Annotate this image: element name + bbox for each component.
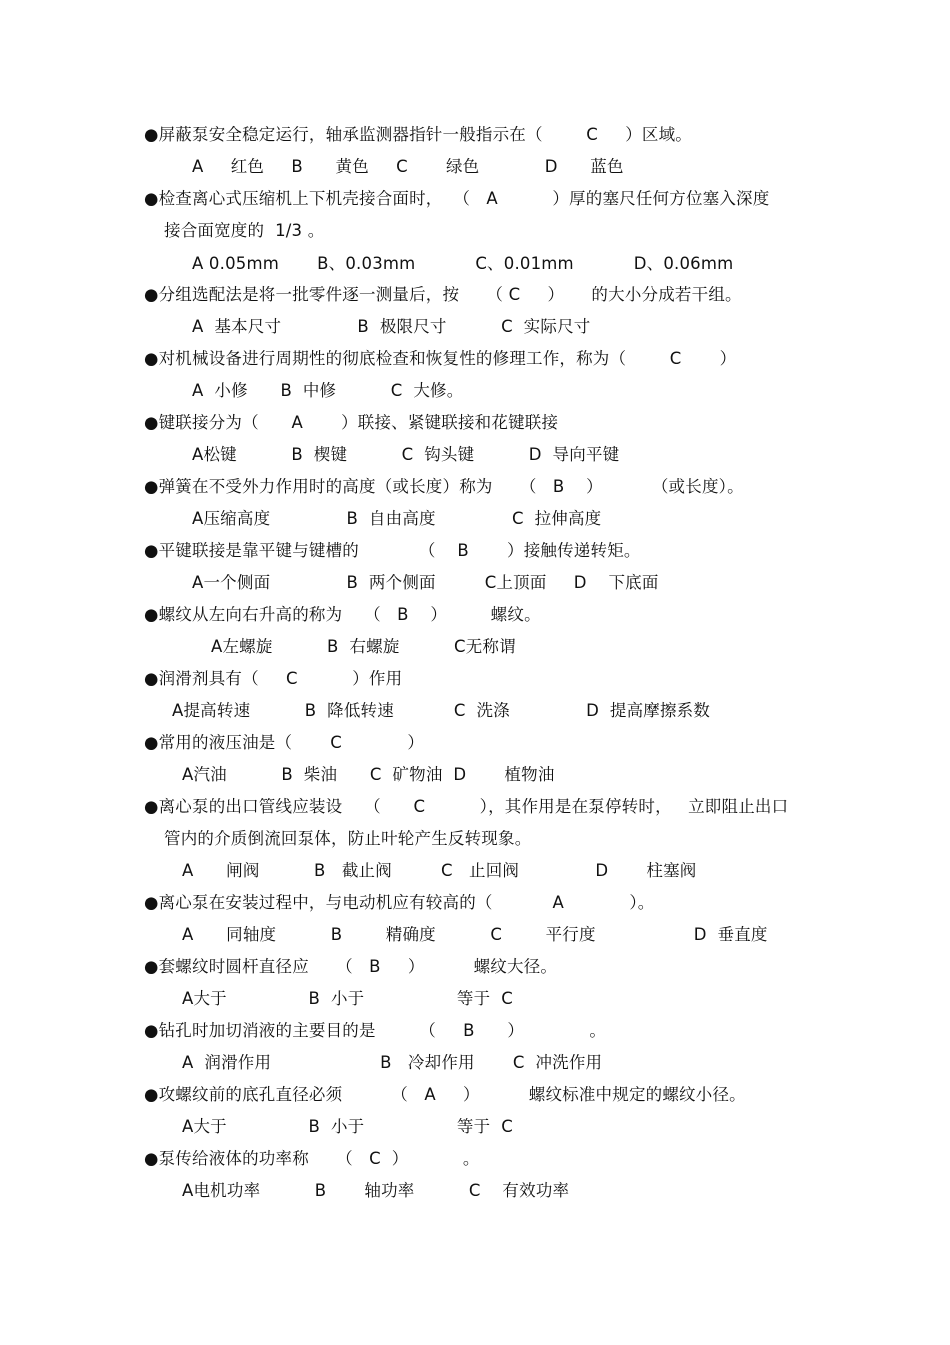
question-stem: ●钻孔时加切消液的主要目的是 （ B ） 。 <box>144 1021 607 1040</box>
question-stem: ●检查离心式压缩机上下机壳接合面时， （ A ）厚的塞尺任何方位塞入深度 <box>144 189 770 208</box>
question-stem: ●对机械设备进行周期性的彻底检查和恢复性的修理工作，称为（ C ） <box>144 349 737 368</box>
question-options: A汽油 B 柴油 C 矿物油 D 植物油 <box>182 765 555 784</box>
question-options: A一个侧面 B 两个侧面 C上顶面 D 下底面 <box>192 573 659 592</box>
question-stem: ●润滑剂具有（ C ）作用 <box>144 669 403 688</box>
question-stem: ●分组选配法是将一批零件逐一测量后，按 （ C ） 的大小分成若干组。 <box>144 285 742 304</box>
question-options: A 闸阀 B 截止阀 C 止回阀 D 柱塞阀 <box>182 861 697 880</box>
question-stem: ●泵传给液体的功率称 （ C ） 。 <box>144 1149 480 1168</box>
question-options: A压缩高度 B 自由高度 C 拉伸高度 <box>192 509 602 528</box>
question-stem: ●离心泵在安装过程中，与电动机应有较高的（ A ）。 <box>144 893 655 912</box>
question-stem: ●屏蔽泵安全稳定运行，轴承监测器指针一般指示在（ C ）区域。 <box>144 125 693 144</box>
question-stem: ●离心泵的出口管线应装设 （ C ），其作用是在泵停转时， 立即阻止出口 <box>144 797 789 816</box>
question-options: A大于 B 小于 等于 C <box>182 1117 513 1136</box>
question-stem: ●键联接分为（ A ）联接、紧键联接和花键联接 <box>144 413 559 432</box>
question-stem-continuation: 管内的介质倒流回泵体，防止叶轮产生反转现象。 <box>164 829 532 848</box>
question-stem: ●常用的液压油是（ C ） <box>144 733 425 752</box>
question-stem: ●攻螺纹前的底孔直径必须 （ A ） 螺纹标准中规定的螺纹小径。 <box>144 1085 746 1104</box>
question-stem: ●弹簧在不受外力作用时的高度（或长度）称为 （ B ） （或长度）。 <box>144 477 744 496</box>
question-options: A松键 B 楔键 C 钩头键 D 导向平键 <box>192 445 620 464</box>
question-options: A 润滑作用 B 冷却作用 C 冲洗作用 <box>182 1053 603 1072</box>
question-options: A 小修 B 中修 C 大修。 <box>192 381 464 400</box>
question-options: A 0.05mm B、0.03mm C、0.01mm D、0.06mm <box>192 254 734 273</box>
question-options: A电机功率 B 轴功率 C 有效功率 <box>182 1181 570 1200</box>
question-stem: ●套螺纹时圆杆直径应 （ B ） 螺纹大径。 <box>144 957 558 976</box>
question-stem-continuation: 接合面宽度的 1/3 。 <box>164 221 325 240</box>
question-options: A 同轴度 B 精确度 C 平行度 D 垂直度 <box>182 925 768 944</box>
question-options: A提高转速 B 降低转速 C 洗涤 D 提高摩擦系数 <box>172 701 711 720</box>
question-options: A左螺旋 B 右螺旋 C无称谓 <box>211 637 516 656</box>
question-stem: ●螺纹从左向右升高的称为 （ B ） 螺纹。 <box>144 605 541 624</box>
question-options: A大于 B 小于 等于 C <box>182 989 513 1008</box>
question-stem: ●平键联接是靠平键与键槽的 （ B ）接触传递转矩。 <box>144 541 641 560</box>
question-options: A 基本尺寸 B 极限尺寸 C 实际尺寸 <box>192 317 591 336</box>
question-options: A 红色 B 黄色 C 绿色 D 蓝色 <box>192 157 624 176</box>
